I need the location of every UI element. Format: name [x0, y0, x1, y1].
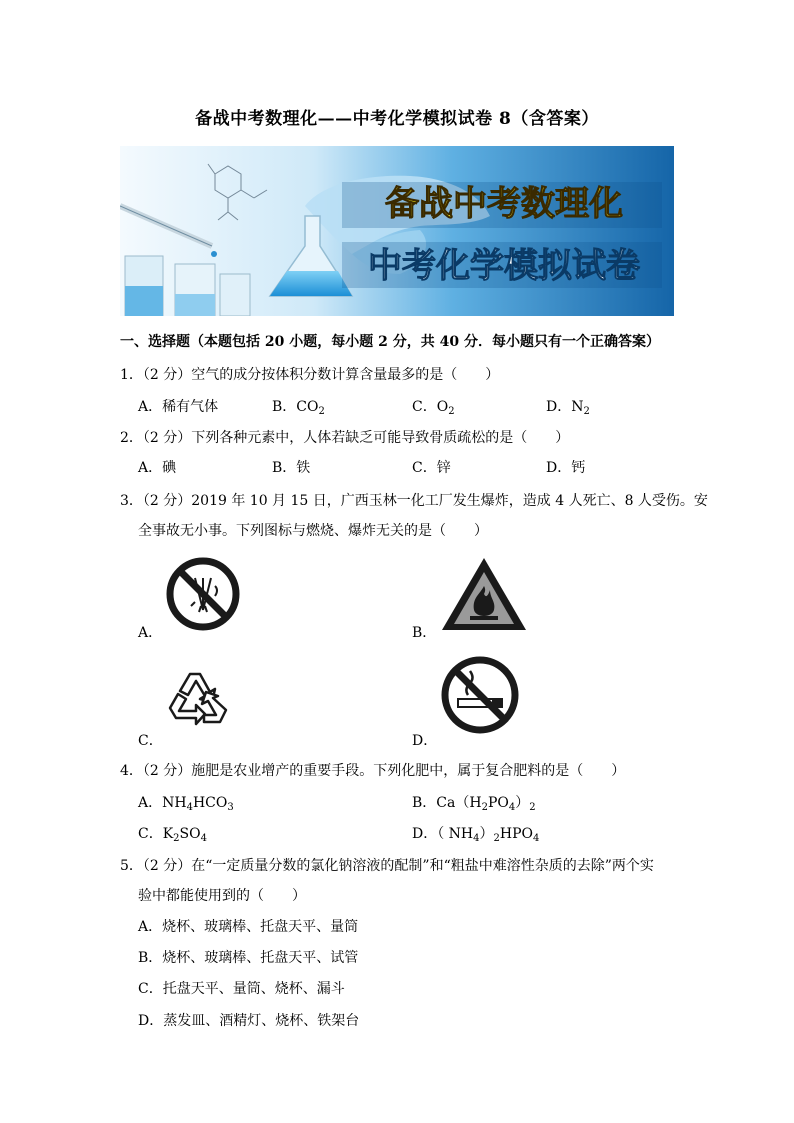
q3-option-a-label: A． [138, 625, 163, 641]
q5-option-a: A．烧杯、玻璃棒、托盘天平、量筒 [138, 919, 359, 935]
q1-option-a: A．稀有气体 [138, 399, 219, 415]
page-title: 备战中考数理化——中考化学模拟试卷 8（含答案） [195, 109, 599, 129]
no-smoking-sign-icon [440, 655, 520, 735]
q3-option-b-label: B． [412, 625, 437, 641]
q4-option-c: C．$K_2SO_4$ [138, 826, 207, 844]
question-2-stem: 2．（2 分）下列各种元素中，人体若缺乏可能导致骨质疏松的是（ ） [120, 430, 570, 446]
q5-option-d: D．蒸发皿、酒精灯、烧杯、铁架台 [138, 1013, 360, 1029]
q2-option-c: C．锌 [412, 460, 451, 476]
q2-option-d: D．钙 [546, 460, 586, 476]
question-5-stem-line1: 5．（2 分）在“一定质量分数的氯化钠溶液的配制”和“粗盐中难溶性杂质的去除”两个实 [120, 858, 654, 874]
q1-option-d: D．$N_2$ [546, 399, 590, 417]
q5-option-b: B．烧杯、玻璃棒、托盘天平、试管 [138, 950, 359, 966]
question-4-stem: 4．（2 分）施肥是农业增产的重要手段。下列化肥中，属于复合肥料的是（ ） [120, 763, 626, 779]
flammable-warning-sign-icon [440, 556, 528, 632]
recycling-sign-icon [166, 666, 230, 732]
question-1-stem: 1．（2 分）空气的成分按体积分数计算含量最多的是（ ） [120, 367, 500, 383]
section-heading: 一、选择题（本题包括 20 小题，每小题 2 分，共 40 分．每小题只有一个正确答案） [120, 334, 660, 350]
q3-option-c-label: C． [138, 733, 163, 749]
question-5-stem-line2: 验中都能使用到的（ ） [138, 888, 306, 904]
q4-option-d: D．（ $NH_4)_2HPO_4$ [412, 826, 540, 844]
q2-option-a: A．碘 [138, 460, 177, 476]
q5-option-c: C．托盘天平、量筒、烧杯、漏斗 [138, 981, 345, 997]
q1-option-b: B．$CO_2$ [272, 399, 325, 417]
q4-option-b: B．$Ca(H_2PO_4)_2$ [412, 795, 536, 813]
q2-option-b: B．铁 [272, 460, 311, 476]
q3-option-d-label: D． [412, 733, 438, 749]
banner-line1: 备战中考数理化 [385, 184, 623, 224]
question-3-stem-line1: 3．（2 分）2019 年 10 月 15 日，广西玉林一化工厂发生爆炸，造成 4 人死亡、8 人受伤。安 [120, 493, 708, 509]
banner-graphic [120, 146, 674, 316]
banner-image [120, 146, 674, 316]
banner-line2: 中考化学模拟试卷 [368, 246, 640, 286]
q4-option-a: A．$NH_4HCO_3$ [138, 795, 234, 813]
question-3-stem-line2: 全事故无小事。下列图标与燃烧、爆炸无关的是（ ） [138, 523, 488, 539]
no-fireworks-sign-icon [165, 556, 241, 632]
q1-option-c: C．$O_2$ [412, 399, 455, 417]
